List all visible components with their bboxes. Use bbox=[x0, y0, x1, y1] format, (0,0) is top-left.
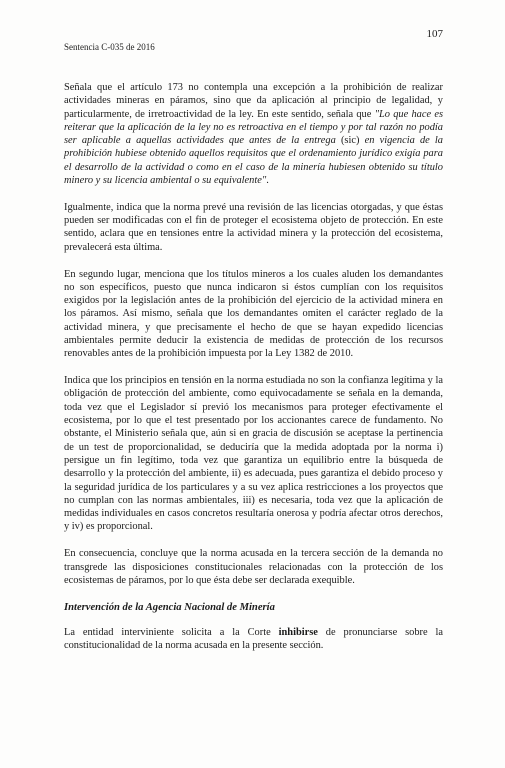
paragraph-6 bbox=[64, 626, 443, 653]
paragraph-2: Igualmente, indica que la norma prevé una revisión de las licencias otorgadas, y que éstas pueden ser modificadas con el fin de proteger el ecosistema objeto de protección. En este sentido, aclara que en tensiones entre la actividad minera y la protección del ecosistema, prevalecerá esta última. bbox=[64, 201, 443, 253]
running-header: Sentencia C-035 de 2016 bbox=[64, 42, 155, 52]
section-heading: Intervención de la Agencia Nacional de Minería bbox=[64, 601, 275, 613]
document-body bbox=[64, 81, 443, 666]
paragraph-1-quote-part-2: en vigencia de la prohibición hubiese obtenido aquellos requisitos que el ordenamiento jurídico exigía para el desarrollo de la actividad o como en el caso de la minería hubiesen obtenido su título minero y su licencia ambiental o su equivalente" bbox=[64, 135, 444, 187]
paragraph-4: Indica que los principios en tensión en la norma estudiada no son la confianza legítima y la obligación de protección del ambiente, como equivocadamente se señala en la demanda, toda vez que el Legislador sí previó los mecanismos para proteger efectivamente el ecosistema, por lo que el test presentado por los accionantes carece de fundamento. No obstante, el Ministerio señala que, aún si en gracia de discusión se aceptase la pertinencia de un test de proporcionalidad, se deduciría que la medida adoptada por la norma i) persigue un fin legítimo, toda vez que garantiza un equilibrio entre la búsqueda de desarrollo y la protección del ambiente, ii) es adecuada, pues garantiza el debido proceso y la seguridad jurídica de los particulares y a su vez aplica restricciones a los proyectos que no cumplan con las normas ambientales, iii) es necesaria, toda vez que la aplicación de medidas individuales en casos concretos resultaría onerosa y podría afectar otros derechos, y iv) es proporcional. bbox=[64, 375, 443, 533]
paragraph-1-quote-part-1: "Lo que hace es reiterar que la aplicación de la ley no es retroactiva en el tiempo y por tal razón no podía ser aplicable a aquellas actividades que antes de la entrega bbox=[64, 108, 443, 147]
paragraph-6-end: de pronunciarse sobre la constitucionalidad de la norma acusada en la presente sección. bbox=[64, 626, 443, 652]
paragraph-1-sic: (sic) bbox=[335, 135, 365, 147]
paragraph-3: En segundo lugar, menciona que los títulos mineros a los cuales aluden los demandantes no son específicos, puesto que nunca indicaron si éstos cumplían con los requisitos exigidos por la legislación antes de la prohibición del ejercicio de la actividad minera en los páramos. Así mismo, señala que los demandantes omiten el carácter reglado de la actividad minera, y que precisamente el hecho de que se hayan expedido licencias ambientales permite deducir la existencia de medidas de protección de los recursos renovables antes de la prohibición impuesta por la Ley 1382 de 2010. bbox=[64, 268, 443, 360]
paragraph-1-end: . bbox=[266, 175, 269, 187]
paragraph-1 bbox=[64, 81, 443, 187]
page-number: 107 bbox=[426, 28, 443, 40]
paragraph-1-intro: Señala que el artículo 173 no contempla una excepción a la prohibición de realizar actividades mineras en páramos, sino que da aplicación al principio de legalidad, y particularmente, de irretroactividad de la ley. En este sentido, señala que bbox=[64, 82, 443, 120]
paragraph-6-intro: La entidad interviniente solicita a la Corte bbox=[64, 626, 279, 638]
paragraph-6-bold-term: inhibirse bbox=[278, 626, 318, 638]
paragraph-5: En consecuencia, concluye que la norma acusada en la tercera sección de la demanda no transgrede las disposiciones constitucionales relacionadas con la protección de los ecosistemas de páramos, por lo que ésta debe ser declarada exequible. bbox=[64, 548, 443, 586]
